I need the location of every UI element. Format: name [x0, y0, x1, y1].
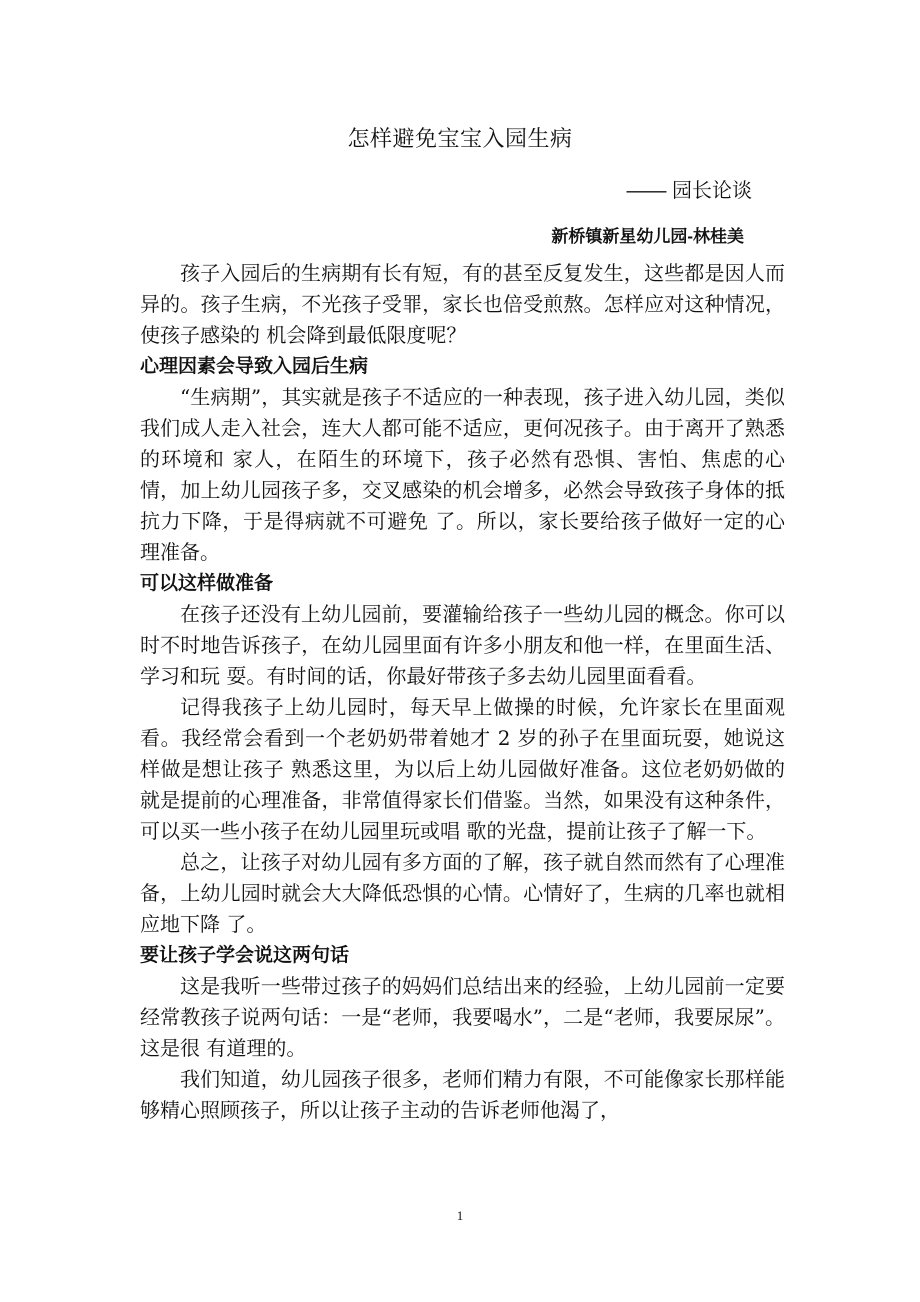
document-body	[140, 258, 785, 1126]
paragraph: 我们知道，幼儿园孩子很多，老师们精力有限，不可能像家长那样能够精心照顾孩子，所以让孩子主动的告诉老师他渴了，	[140, 1067, 785, 1122]
section-heading: 要让孩子学会说这两句话	[140, 945, 350, 966]
section-heading: 可以这样做准备	[140, 573, 274, 594]
page-number: 1	[456, 1208, 464, 1223]
paragraph: 这是我听一些带过孩子的妈妈们总结出来的经验，上幼儿园前一定要经常教孩子说两句话：一是“老师，我要喝水”，二是“老师，我要尿尿”。这是很 有道理的。	[140, 974, 785, 1060]
paragraph: 总之，让孩子对幼儿园有多方面的了解，孩子就自然而然有了心理准备，上幼儿园时就会大大降低恐惧的心情。心情好了，生病的几率也就相应地下降 了。	[140, 850, 785, 936]
paragraph: 孩子入园后的生病期有长有短，有的甚至反复发生，这些都是因人而异的。孩子生病，不光孩子受罪，家长也倍受煎熬。怎样应对这种情况，使孩子感染的 机会降到最低限度呢？	[140, 261, 785, 347]
paragraph: 记得我孩子上幼儿园时，每天早上做操的时候，允许家长在里面观看。我经常会看到一个老奶奶带着她才 2 岁的孙子在里面玩耍，她说这样做是想让孩子 熟悉这里，为以后上幼儿园做好准备。这位老奶奶做的就是提前的心理准备，非常值得家长们借鉴。当然，如果没有这种条件，可以买一些小孩子在幼儿园里玩或唱 歌的光盘，提前让孩子了解一下。	[140, 695, 785, 843]
section-heading: 心理因素会导致入园后生病	[140, 356, 369, 377]
document-author: 新桥镇新星幼儿园-林桂美	[551, 227, 744, 246]
document-subtitle: —— 园长论谈	[626, 180, 752, 202]
paragraph: “生病期”，其实就是孩子不适应的一种表现，孩子进入幼儿园，类似我们成人走入社会，连大人都可能不适应，更何况孩子。由于离开了熟悉的环境和 家人，在陌生的环境下，孩子必然有恐惧、害怕、焦虑的心情，加上幼儿园孩子多，交叉感染的机会增多，必然会导致孩子身体的抵抗力下降，于是得病就不可避免 了。所以，家长要给孩子做好一定的心理准备。	[140, 385, 785, 564]
paragraph: 在孩子还没有上幼儿园前，要灌输给孩子一些幼儿园的概念。你可以时不时地告诉孩子，在幼儿园里面有许多小朋友和他一样，在里面生活、学习和玩 耍。有时间的话，你最好带孩子多去幼儿园里面看看。	[140, 602, 785, 688]
document-title: 怎样避免宝宝入园生病	[347, 126, 573, 151]
